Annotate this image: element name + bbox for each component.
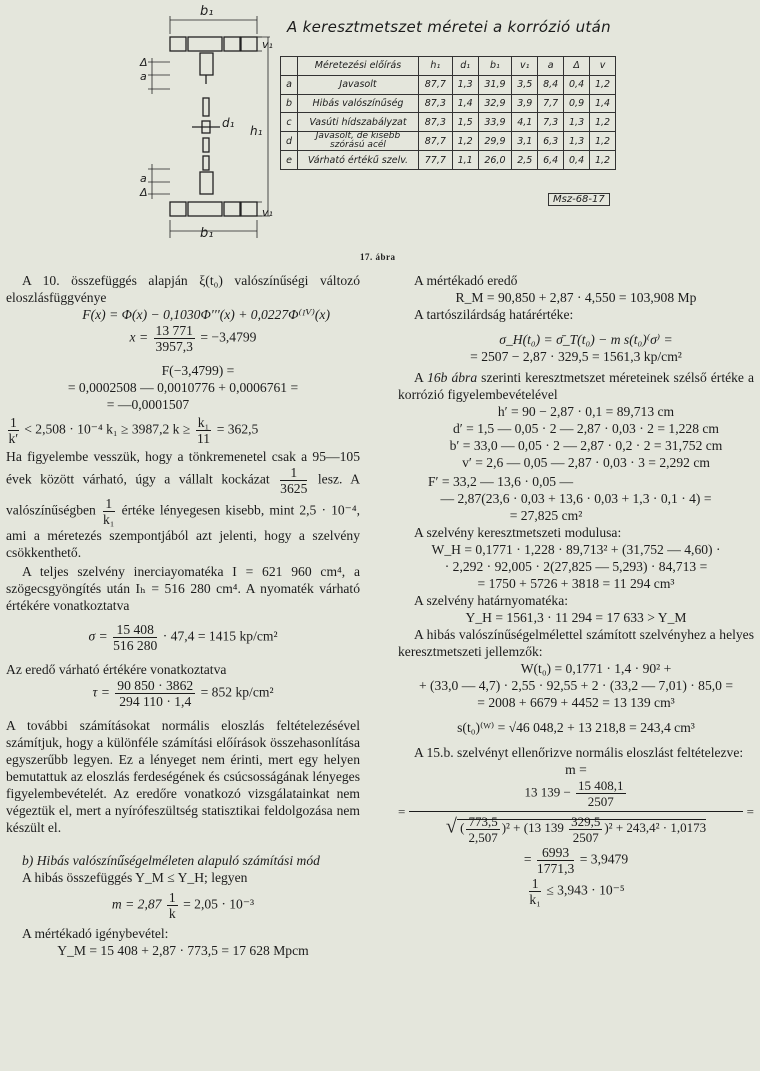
equation-result: = 2,05 · 10⁻³ bbox=[183, 896, 255, 912]
equation: Y_H = 1561,3 · 11 294 = 17 633 > Y_M bbox=[465, 610, 687, 625]
dim-d1: d₁ bbox=[222, 116, 235, 130]
table-header: h₁ bbox=[419, 57, 453, 76]
equation: F′ = 33,2 — 13,6 · 0,05 — bbox=[428, 474, 574, 489]
equation: W(t₀) = 0,1771 · 1,4 · 90² + bbox=[520, 661, 672, 676]
big-fraction: = 13 139 − $\frac{15 408,1}{2507}$ √ ( $\frac{773,5}{2,507}$ )² + (13 139 $\frac{329,5}{2507}$ )² + 243,4² · 1,0173 = bbox=[398, 778, 754, 845]
fraction-numerator: 1 bbox=[529, 876, 541, 892]
table-header-row bbox=[281, 57, 616, 76]
table-cell: Vasúti hídszabályzat bbox=[298, 113, 419, 132]
equation bbox=[6, 415, 360, 446]
fraction-numerator: 1 bbox=[280, 465, 307, 481]
table-cell: 1,2 bbox=[590, 132, 616, 151]
fraction-numerator: 13 139 − $\frac{15 408,1}{2507}$ bbox=[409, 778, 742, 812]
table-cell: Várható értékű szelv. bbox=[298, 151, 419, 170]
table-row bbox=[281, 113, 616, 132]
paragraph: Ha figyelembe vesszük, hogy a tönkremenetel csak a 95—105 évek között várható, úgy a vállalt kockázat $\frac{1}{3625}$ lesz. A valószínűségben $\frac{1}{\text{k₁}}$ értéke lényegesen kisebb, mint 2,5 · 10⁻⁴, ami a méretezés szempontjából azt jelenti, hogy a szelvény csökkenthető. bbox=[6, 449, 361, 560]
table-cell: 33,9 bbox=[478, 113, 512, 132]
right-column bbox=[398, 272, 754, 907]
paragraph: A mértékadó igénybevétel: bbox=[22, 926, 169, 941]
table-cell: 2,5 bbox=[512, 151, 538, 170]
fraction-numerator: 13 771 bbox=[155, 323, 193, 338]
table-cell: 1,2 bbox=[590, 75, 616, 94]
fraction-denominator: k′ bbox=[8, 431, 19, 446]
inequality: < 2,508 · 10⁻⁴ k₁ ≥ 3987,2 k ≥ bbox=[24, 421, 191, 437]
section-heading: b) Hibás valószínűségelméleten alapuló számítási mód bbox=[22, 853, 320, 868]
paragraph: A tartószilárdság határértéke: bbox=[414, 307, 574, 322]
table-cell: 29,9 bbox=[478, 132, 512, 151]
dim-delta-top: Δ bbox=[140, 56, 148, 69]
table-header: a bbox=[538, 57, 564, 76]
fraction-numerator: k₁ bbox=[197, 415, 210, 430]
dim-b1-bottom: b₁ bbox=[200, 226, 214, 241]
equation-result: ≤ 3,943 · 10⁻⁵ bbox=[546, 882, 625, 898]
table-cell: d bbox=[281, 132, 298, 151]
table-cell: 3,9 bbox=[512, 94, 538, 113]
fraction-numerator: 90 850 · 3862 bbox=[117, 678, 194, 693]
paragraph: A szelvény határnyomatéka: bbox=[414, 593, 569, 608]
table-cell: 4,1 bbox=[512, 113, 538, 132]
equation: = 27,825 cm² bbox=[509, 508, 583, 523]
fraction-numerator: 6993 bbox=[537, 845, 574, 861]
table-cell: 7,7 bbox=[538, 94, 564, 113]
table-cell: 1,4 bbox=[590, 94, 616, 113]
paragraph: A szelvény keresztmetszeti modulusa: bbox=[414, 525, 622, 540]
table-row bbox=[281, 132, 616, 151]
table-cell: Hibás valószínűség bbox=[298, 94, 419, 113]
table-header: v₁ bbox=[512, 57, 538, 76]
equation-result: = 3,9479 bbox=[579, 851, 629, 867]
equation-result: · 47,4 = 1415 kp/cm² bbox=[162, 628, 278, 644]
fraction-denominator: 2507 bbox=[587, 794, 614, 809]
paragraph: A további számításokat normális eloszlás feltételezésével számítjuk, hogy a különféle számítási előírások összehasonlítása egyszerűbb legyen. Ez a lényeget nem érinti, mert egy helyen bemutattuk az eloszlás ferdeségének és csúcsosságának lényeges figyelembevételét. Az eredőre vonatkozó vizsgálatainkat nem végeztük el, mert a nyírófeszültség statisztikai feldolgozása nem készült el. bbox=[6, 718, 360, 835]
table-cell: b bbox=[281, 94, 298, 113]
fraction-denominator: k₁ bbox=[102, 512, 115, 527]
dimension-table bbox=[280, 56, 616, 170]
paragraph: Az eredő várható értékére vonatkoztatva bbox=[6, 662, 227, 677]
table-cell: 1,2 bbox=[590, 151, 616, 170]
fraction-denominator: 3957,3 bbox=[155, 339, 193, 354]
table-cell: 1,3 bbox=[452, 75, 478, 94]
equation-result: = 362,5 bbox=[216, 421, 259, 437]
fraction-denominator: 3625 bbox=[280, 481, 308, 496]
fraction-denominator: √ ( $\frac{773,5}{2,507}$ )² + (13 139 $\frac{329,5}{2507}$ )² + 243,4² · 1,0173 bbox=[445, 814, 707, 845]
table-cell: 7,3 bbox=[538, 113, 564, 132]
table-cell: 3,1 bbox=[512, 132, 538, 151]
table-cell: 1,4 bbox=[452, 94, 478, 113]
dim-delta-bottom: Δ bbox=[140, 186, 148, 199]
fraction-numerator: 15 408,1 bbox=[578, 778, 624, 793]
fraction-denominator: 2507 bbox=[572, 830, 599, 845]
fraction-numerator: 773,5 bbox=[468, 814, 498, 829]
table-cell: 6,3 bbox=[538, 132, 564, 151]
fraction-denominator: 2,507 bbox=[468, 830, 498, 845]
dim-a-top: a bbox=[140, 70, 147, 83]
equation: σ = $\frac{15 408}{516 280}$ · 47,4 = 1415 kp/cm² bbox=[88, 622, 278, 653]
equation: b′ = 33,0 — 0,05 · 2 — 2,87 · 0,2 · 2 = 31,752 cm bbox=[449, 438, 723, 453]
fraction-numerator: 1 bbox=[168, 890, 176, 905]
table-cell: 32,9 bbox=[478, 94, 512, 113]
equation: F(−3,4799) = bbox=[161, 363, 235, 378]
table-cell: 3,5 bbox=[512, 75, 538, 94]
equation: — 2,87(23,6 · 0,03 + 13,6 · 0,03 + 1,3 · 0,1 · 4) = bbox=[440, 491, 712, 506]
figure-title: A keresztmetszet méretei a korrózió után bbox=[287, 18, 611, 36]
table-cell: c bbox=[281, 113, 298, 132]
equation: τ = $\frac{90 850 \cdot 3862}{294 110 \cdot 1,4}$ = 852 kp/cm² bbox=[92, 678, 274, 709]
table-header: Δ bbox=[564, 57, 590, 76]
table-cell: 0,4 bbox=[564, 75, 590, 94]
paragraph: A hibás valószínűségelmélettel számított szelvényhez a helyes keresztmetszeti jellemzők: bbox=[398, 627, 754, 659]
table-cell: a bbox=[281, 75, 298, 94]
table-cell: 1,1 bbox=[452, 151, 478, 170]
paragraph: A hibás összefüggés Y_M ≤ Y_H; legyen bbox=[22, 870, 248, 885]
equation: = 2008 + 6679 + 4452 = 13 139 cm³ bbox=[477, 695, 675, 710]
equation: F(x) = Φ(x) − 0,1030Φ′′′(x) + 0,0227Φ⁽ᴵⱽ⁾(x) bbox=[82, 307, 330, 322]
figure-caption: 17. ábra bbox=[360, 252, 396, 262]
table-cell: 0,4 bbox=[564, 151, 590, 170]
equation: = —0,0001507 bbox=[106, 397, 190, 412]
equation: · 2,292 · 92,005 · 2(27,825 — 5,293) · 84,713 = bbox=[444, 559, 708, 574]
fraction-numerator: 329,5 bbox=[571, 814, 601, 829]
table-cell: 8,4 bbox=[538, 75, 564, 94]
dim-a-bottom: a bbox=[140, 172, 147, 185]
equation: R_M = 90,850 + 2,87 · 4,550 = 103,908 Mp bbox=[455, 290, 697, 305]
equation: d′ = 1,5 — 0,05 · 2 — 2,87 · 0,03 · 2 = 1,228 cm bbox=[453, 421, 719, 436]
fraction-denominator: 516 280 bbox=[113, 638, 158, 653]
equation: = $\frac{6993}{1771,3}$ = 3,9479 bbox=[523, 845, 629, 876]
table-header: v bbox=[590, 57, 616, 76]
fraction-numerator: 1 bbox=[10, 415, 17, 430]
paragraph: A 16b ábra szerinti keresztmetszet méreteinek szélső értéke a korrózió figyelembevételével bbox=[398, 370, 754, 402]
table-row bbox=[281, 75, 616, 94]
dim-v1-top: v₁ bbox=[262, 38, 273, 51]
table-cell: 31,9 bbox=[478, 75, 512, 94]
paragraph: A teljes szelvény inerciayomatéka I = 621 960 cm⁴, a szögecsgyöngítés után Iₕ = 516 280 cm⁴. A nyomaték várható értékére vonatkoztatva bbox=[6, 564, 360, 613]
table-header: Méretezési előírás bbox=[298, 57, 419, 76]
fraction-numerator: 15 408 bbox=[113, 622, 157, 638]
left-column bbox=[6, 272, 360, 959]
equation-result: = −3,4799 bbox=[200, 329, 257, 345]
table-header: b₁ bbox=[478, 57, 512, 76]
table-cell: 87,7 bbox=[419, 132, 453, 151]
paragraph: A 15.b. szelvényt ellenőrizve normális eloszlást feltételezve: bbox=[414, 745, 744, 760]
table-cell: 1,3 bbox=[564, 113, 590, 132]
equation: x = $\frac{13 771}{3957,3}$ = −3,4799 bbox=[129, 323, 257, 354]
paragraph: A mértékadó eredő bbox=[414, 273, 518, 288]
table-cell: 77,7 bbox=[419, 151, 453, 170]
dim-h1: h₁ bbox=[250, 124, 263, 138]
paragraph: A 10. összefüggés alapján ξ(t₀) valószínűségi változó eloszlásfüggvénye bbox=[6, 273, 360, 305]
table-cell: 0,9 bbox=[564, 94, 590, 113]
equation: m = 2,87 $\frac{1}{k}$ = 2,05 · 10⁻³ bbox=[111, 890, 255, 921]
table-row bbox=[281, 151, 616, 170]
table-cell: Javasolt bbox=[298, 75, 419, 94]
equation-result: = 852 kp/cm² bbox=[200, 684, 274, 700]
standard-stamp: Msz-68-17 bbox=[548, 193, 610, 206]
equation: v′ = 2,6 — 0,05 — 2,87 · 0,03 · 3 = 2,292 cm bbox=[462, 455, 710, 470]
equation: m = bbox=[565, 762, 587, 777]
table-cell: 87,3 bbox=[419, 113, 453, 132]
fraction-denominator: k bbox=[168, 906, 176, 921]
table-row bbox=[281, 94, 616, 113]
fraction-denominator: k₁ bbox=[529, 892, 541, 907]
table-cell: 1,2 bbox=[590, 113, 616, 132]
table-cell: 87,7 bbox=[419, 75, 453, 94]
dim-b1-top: b₁ bbox=[200, 4, 214, 19]
equation: = 2507 − 2,87 · 329,5 = 1561,3 kp/cm² bbox=[470, 349, 682, 364]
equation: = 0,0002508 — 0,0010776 + 0,0006761 = bbox=[67, 380, 299, 395]
equation bbox=[398, 876, 754, 907]
table-cell: 87,3 bbox=[419, 94, 453, 113]
table-header: d₁ bbox=[452, 57, 478, 76]
equation: W_H = 0,1771 · 1,228 · 89,713² + (31,752 — 4,60) · bbox=[431, 542, 721, 557]
fraction-numerator: 1 bbox=[103, 496, 115, 512]
fraction-denominator: 11 bbox=[196, 431, 211, 446]
equation: + (33,0 — 4,7) · 2,55 · 92,55 + 2 · (33,2 — 7,01) · 85,0 = bbox=[418, 678, 734, 693]
table-cell: 1,2 bbox=[452, 132, 478, 151]
equation: h′ = 90 − 2,87 · 0,1 = 89,713 cm bbox=[497, 404, 675, 419]
table-cell: 1,3 bbox=[564, 132, 590, 151]
equation: σ_H(t₀) = σ̄_T(t₀) − m s(t₀)⁽σ⁾ = bbox=[499, 332, 673, 347]
table-cell: 6,4 bbox=[538, 151, 564, 170]
equation: = 1750 + 5726 + 3818 = 11 294 cm³ bbox=[477, 576, 675, 591]
table-cell: Javasolt, de kisebb szórású acél bbox=[298, 132, 419, 151]
fraction-denominator: 294 110 · 1,4 bbox=[119, 694, 192, 709]
equation: s(t₀)⁽ᵂ⁾ = √46 048,2 + 13 218,8 = 243,4 cm³ bbox=[457, 720, 695, 735]
equation: Y_M = 15 408 + 2,87 · 773,5 = 17 628 Mpcm bbox=[57, 943, 309, 958]
table-cell: 1,5 bbox=[452, 113, 478, 132]
table-cell: 26,0 bbox=[478, 151, 512, 170]
dim-v1-bottom: v₁ bbox=[262, 206, 273, 219]
fraction-denominator: 1771,3 bbox=[536, 861, 575, 876]
table-cell: e bbox=[281, 151, 298, 170]
